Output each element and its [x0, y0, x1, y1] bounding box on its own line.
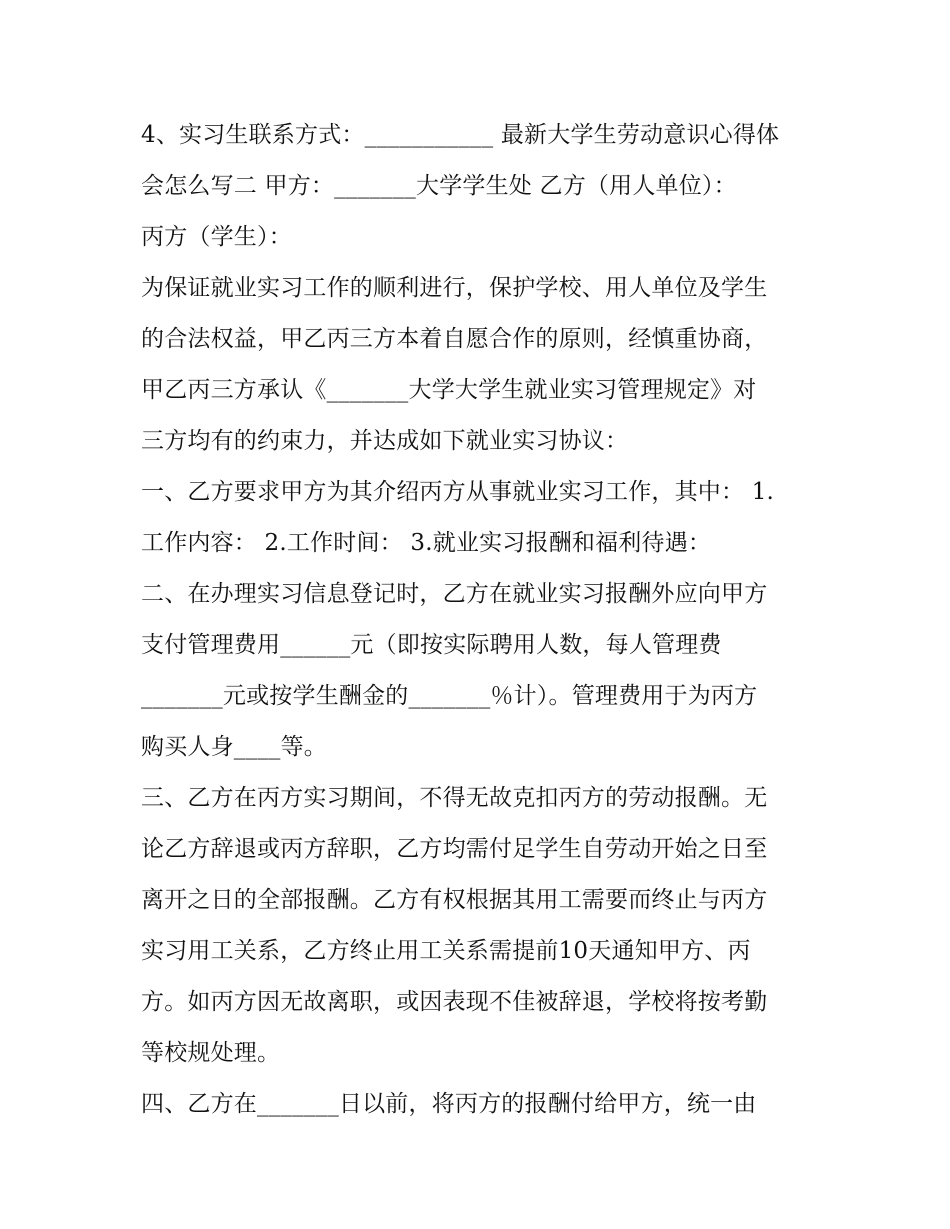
document-body [141, 110, 821, 1130]
text-line: 三方均有的约束力，并达成如下就业实习协议： [141, 428, 629, 454]
text-line: 购买人身____等。 [141, 734, 327, 760]
text-line: 为保证就业实习工作的顺利进行，保护学校、用人单位及学生 [141, 275, 768, 301]
text-line: 支付管理费用______元（即按实际聘用人数，每人管理费 [141, 632, 722, 658]
text-line: 论乙方辞退或丙方辞职，乙方均需付足学生自劳动开始之日至 [141, 836, 768, 862]
text-line: 一、乙方要求甲方为其介绍丙方从事就业实习工作，其中： 1. [141, 479, 775, 505]
text-line: 甲乙丙三方承认《_______大学大学生就业实习管理规定》对 [141, 377, 757, 403]
text-line: 离开之日的全部报酬。乙方有权根据其用工需要而终止与丙方 [141, 887, 768, 913]
text-line: 工作内容： 2.工作时间： 3.就业实习报酬和福利待遇： [141, 530, 712, 556]
text-line: 会怎么写二 甲方：_______大学学生处 乙方（用人单位）： [141, 173, 737, 199]
text-line: 4、实习生联系方式：___________ 最新大学生劳动意识心得体 [141, 122, 780, 148]
text-line: 的合法权益，甲乙丙三方本着自愿合作的原则，经慎重协商， [141, 326, 768, 352]
text-line: 四、乙方在_______日以前，将丙方的报酬付给甲方，统一由 [141, 1091, 757, 1117]
text-line: 方。如丙方因无故离职，或因表现不佳被辞退，学校将按考勤 [141, 989, 768, 1015]
text-line: 丙方（学生）： [141, 224, 292, 250]
text-line: 三、乙方在丙方实习期间，不得无故克扣丙方的劳动报酬。无 [141, 785, 768, 811]
text-line: 二、在办理实习信息登记时，乙方在就业实习报酬外应向甲方 [141, 581, 768, 607]
text-line: _______元或按学生酬金的_______％计）。管理费用于为丙方 [141, 683, 758, 709]
text-line: 等校规处理。 [141, 1040, 281, 1066]
text-line: 实习用工关系，乙方终止用工关系需提前10天通知甲方、丙 [141, 938, 751, 964]
